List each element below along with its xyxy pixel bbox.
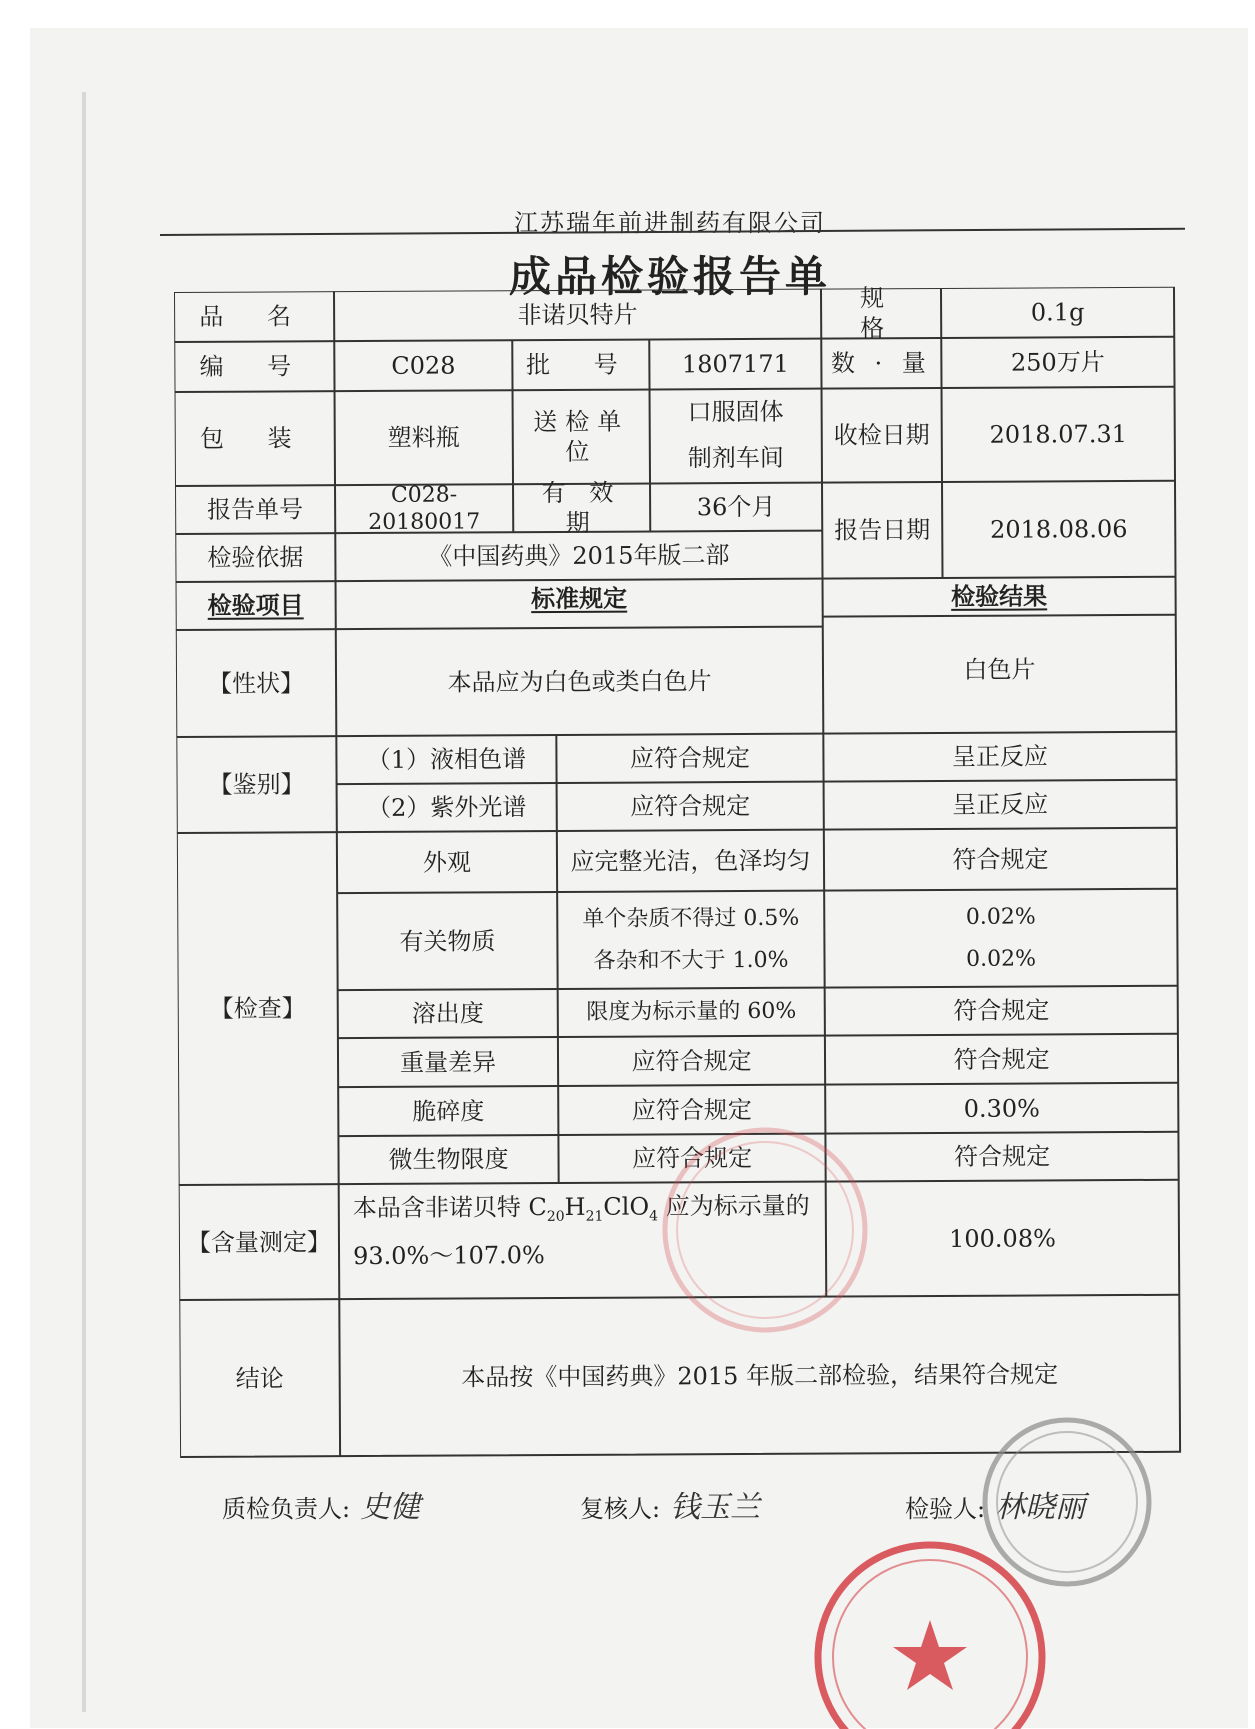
related-substances-result-1: 0.02%: [965, 904, 1036, 930]
reviewer-handwritten-name: 钱玉兰: [670, 1490, 761, 1525]
inspection-standard-related-substances: [557, 891, 825, 989]
inspection-label: 【检查】: [209, 994, 306, 1023]
assay-standard-line1: 本品含非诺贝特 $C_{20}H_{21}ClO_4$ 应为标示量的: [352, 1191, 810, 1225]
assay-result: 100.08%: [949, 1223, 1056, 1253]
appearance-label: 【性状】: [207, 668, 305, 698]
conclusion-label: 结论: [235, 1363, 284, 1393]
related-substances-result-2: 0.02%: [965, 945, 1037, 972]
inspection-item-microbial-limit: 微生物限度: [388, 1145, 509, 1174]
quality-stamp-faint: [650, 1120, 880, 1340]
inspector-label: 检验人:: [905, 1495, 986, 1523]
quantity-value: 250万片: [1010, 348, 1105, 377]
validity-label: 有 效 期: [541, 478, 622, 537]
conclusion-text: 本品按《中国药典》2015 年版二部检验，结果符合规定: [461, 1359, 1059, 1392]
inspection-result-weight-variation: 符合规定: [953, 1044, 1050, 1074]
inspection-item-friability: 脆碎度: [412, 1096, 485, 1126]
identification-result-2: 呈正反应: [952, 790, 1049, 819]
inspection-item-related-substances: 有关物质: [399, 926, 496, 956]
basis-value: 《中国药典》2015年版二部: [428, 541, 730, 571]
quantity-label: 数 · 量: [830, 349, 932, 378]
inspection-result-friability: 0.30%: [963, 1093, 1040, 1123]
appearance-standard: 本品应为白色或类白色片: [447, 666, 712, 697]
related-substances-standard-1: 单个杂质不得过 0.5%: [582, 905, 800, 932]
inspection-item-dissolution: 溶出度: [411, 999, 484, 1028]
identification-item-1: （1）液相色谱: [366, 745, 527, 774]
report-title: 成品检验报告单: [508, 252, 831, 301]
reviewer-signature: [580, 1482, 760, 1526]
batch-label: 批 号: [525, 350, 636, 380]
sender-value-line1: 口服固体: [687, 398, 784, 427]
product-name-label: 品 名: [199, 302, 310, 331]
identification-standard-1: 应符合规定: [629, 743, 751, 773]
identification-standard-2: 应符合规定: [630, 791, 751, 821]
inspection-standard-weight-variation: 应符合规定: [631, 1046, 752, 1076]
report-date-label: 报告日期: [834, 516, 931, 545]
inspection-standard-friability: 应符合规定: [631, 1095, 752, 1125]
company-seal-red: [810, 1535, 1050, 1729]
qc-handwritten-name: 史健: [360, 1490, 421, 1525]
report-no-value: C028-20180017: [368, 482, 481, 535]
basis-label: 检验依据: [207, 543, 304, 572]
column-header-result: 检验结果: [951, 581, 1048, 611]
company-name: 江苏瑞年前进制药有限公司: [514, 209, 826, 237]
batch-value: 1807171: [681, 349, 789, 379]
inspection-result-dissolution: 符合规定: [953, 996, 1050, 1025]
inspector-handwritten-name: 林晓丽: [995, 1490, 1086, 1525]
identification-label: 【鉴别】: [208, 770, 305, 799]
inspection-standard-appearance: 应完整光洁，色泽均匀: [570, 846, 811, 876]
qc-signature: [222, 1482, 420, 1526]
sender-value: [650, 389, 822, 484]
code-value: C028: [391, 351, 456, 380]
identification-result-1: 呈正反应: [951, 742, 1049, 771]
paper-edge: [82, 92, 86, 1712]
reviewer-label: 复核人:: [580, 1495, 661, 1523]
code-label: 编 号: [199, 352, 310, 381]
spec-label: 规 格: [859, 284, 903, 343]
appearance-result: 白色片: [963, 654, 1036, 684]
receive-date-label: 收检日期: [833, 421, 930, 450]
column-header-item: 检验项目: [207, 590, 304, 620]
inspection-item-weight-variation: 重量差异: [399, 1047, 497, 1077]
inspection-result-related-substances: [824, 889, 1178, 988]
sender-value-line2: 制剂车间: [687, 443, 784, 473]
identification-item-2: （2）紫外光谱: [366, 793, 527, 822]
spec-value: 0.1g: [1030, 298, 1085, 327]
inspection-standard-dissolution: 限度为标示量的 60%: [586, 999, 797, 1026]
receive-date-value: 2018.07.31: [989, 420, 1128, 449]
inspection-standard-microbial-limit: 应符合规定: [631, 1143, 753, 1173]
column-header-standard: 标准规定: [531, 583, 628, 614]
inspection-result-microbial-limit: 符合规定: [953, 1142, 1051, 1171]
sender-label: 送检单位: [533, 407, 630, 466]
product-name-value: 非诺贝特片: [517, 300, 638, 330]
packaging-label: 包 装: [199, 424, 310, 453]
inspection-result-appearance: 符合规定: [952, 844, 1049, 874]
related-substances-standard-2: 各杂和不大于 1.0%: [593, 947, 789, 974]
report-no-label: 报告单号: [207, 495, 304, 524]
assay-label: 【含量测定】: [186, 1227, 332, 1257]
validity-value: 36个月: [696, 492, 776, 522]
report-date-value: 2018.08.06: [989, 515, 1128, 544]
packaging-value: 塑料瓶: [387, 423, 460, 452]
assay-standard-line2: 93.0%～107.0%: [352, 1241, 545, 1271]
qc-label: 质检负责人:: [222, 1495, 351, 1523]
inspection-item-appearance: 外观: [422, 847, 472, 877]
